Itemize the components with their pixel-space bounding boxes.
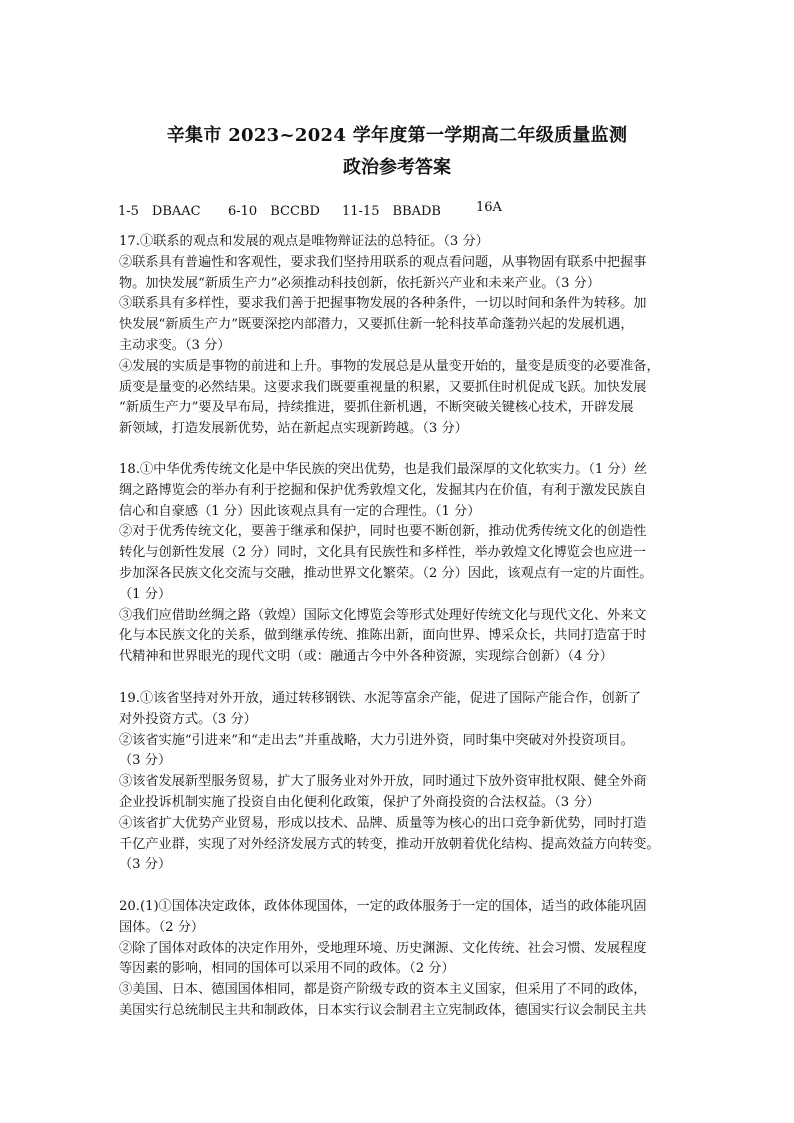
q19-line: 对外投资方式。（3 分） [119,711,257,727]
q19-line: （3 分） [119,753,172,769]
q19-line: ④该省扩大优势产业贸易，形成以技术、品牌、质量等为核心的出口竞争新优势，同时打造 [119,815,647,831]
q18-line: 绸之路博览会的举办有利于挖掘和保护优秀敦煌文化，发掘其内在价值，有利于激发民族自 [119,482,647,498]
q17-line: 物。加快发展“新质生产力”必须推动科技创新，依托新兴产业和未来产业。（3 分） [119,275,601,291]
q18-line: 步加深各民族文化交流与交融，推动世界文化繁荣。（2 分）因此，该观点有一定的片面性。 [119,565,653,581]
q20-line: ③美国、日本、德国国体相同，都是资产阶级专政的资本主义国家，但采用了不同的政体， [119,982,647,998]
q18-line: 代精神和世界眼光的现代文明（或：融通古今中外各种资源，实现综合创新）（4 分） [119,649,613,665]
q19-line: （3 分） [119,857,172,873]
answers-1-5: 1-5 DBAAC [118,204,201,219]
q20-line: 美国实行总统制民主共和制政体，日本实行议会制君主立宪制政体，德国实行议会制民主共 [119,1002,647,1018]
q17-line: “新质生产力”要及早布局，持续推进，要抓住新机遇，不断突破关键核心技术，开辟发展 [119,400,634,416]
answers-6-10: 6-10 BCCBD [228,204,320,219]
q19-line: ③该省发展新型服务贸易，扩大了服务业对外开放，同时通过下放外资审批权限、健全外商 [119,774,647,790]
question-19-answer [119,689,694,876]
q19-line: ②该省实施“引进来”和“走出去”并重战略，大力引进外资，同时集中突破对外投资项目。 [119,732,634,748]
q18-line: ②对于优秀传统文化，要善于继承和保护，同时也要不断创新，推动优秀传统文化的创造性 [119,524,647,540]
answers-11-15: 11-15 BBADB [342,204,441,219]
q19-line: 企业投诉机制实施了投资自由化便利化政策，保护了外商投资的合法权益。（3 分） [119,794,600,810]
q17-line: 质变是量变的必然结果。这要求我们既要重视量的积累，又要抓住时机促成飞跃。加快发展 [119,379,647,395]
q20-line: 等因素的影响，相同的国体可以采用不同的政体。（2 分） [119,961,455,977]
q18-line: 化与本民族文化的关系，做到继承传统、推陈出新，面向世界、博采众长，共同打造富于时 [119,628,647,644]
document-subtitle: 政治参考答案 [343,157,451,178]
question-17-answer [119,232,694,440]
document-title: 辛集市 2023~2024 学年度第一学期高二年级质量监测 [166,125,628,146]
q18-line: ③我们应借助丝绸之路（敦煌）国际文化博览会等形式处理好传统文化与现代文化、外来文 [119,607,647,623]
q20-line: ②除了国体对政体的决定作用外，受地理环境、历史渊源、文化传统、社会习惯、发展程度 [119,940,647,956]
q17-line: ④发展的实质是事物的前进和上升。事物的发展总是从量变开始的，量变是质变的必要准备， [119,358,660,374]
q19-line: 19.①该省坚持对外开放，通过转移钢铁、水泥等富余产能，促进了国际产能合作，创新了 [119,691,642,706]
q17-line: ③联系具有多样性，要求我们善于把握事物发展的各种条件，一切以时间和条件为转移。加 [119,296,647,312]
q18-line: （1 分） [119,586,172,602]
q17-line: 新领域，打造发展新优势，站在新起点实现新跨越。（3 分） [119,421,468,437]
answers-16: 16A [476,200,502,215]
q18-line: 转化与创新性发展（2 分）同时，文化具有民族性和多样性，举办敦煌文化博览会也应进一 [119,545,646,561]
question-20-answer [119,897,694,1022]
q17-line: ②联系具有普遍性和客观性，要求我们坚持用联系的观点看问题，从事物固有联系中把握事 [119,254,647,270]
q17-line: 17.①联系的观点和发展的观点是唯物辩证法的总特征。（3 分） [119,234,489,249]
q18-line: 信心和自豪感（1 分）因此该观点具有一定的合理性。（1 分） [119,503,481,519]
question-18-answer [119,460,694,668]
q20-line: 20.(1)①国体决定政体，政体体现国体，一定的政体服务于一定的国体，适当的政体能巩固 [119,899,647,914]
q20-line: 国体。（2 分） [119,919,205,935]
q18-line: 18.①中华优秀传统文化是中华民族的突出优势，也是我们最深厚的文化软实力。（1 分）丝 [119,462,648,477]
q19-line: 千亿产业群，实现了对外经济发展方式的转变，推动开放朝着优化结构、提高效益方向转变。 [119,836,660,852]
q17-line: 主动求变。（3 分） [119,337,231,353]
q17-line: 快发展“新质生产力”既要深挖内部潜力，又要抓住新一轮科技革命蓬勃兴起的发展机遇， [119,317,634,333]
